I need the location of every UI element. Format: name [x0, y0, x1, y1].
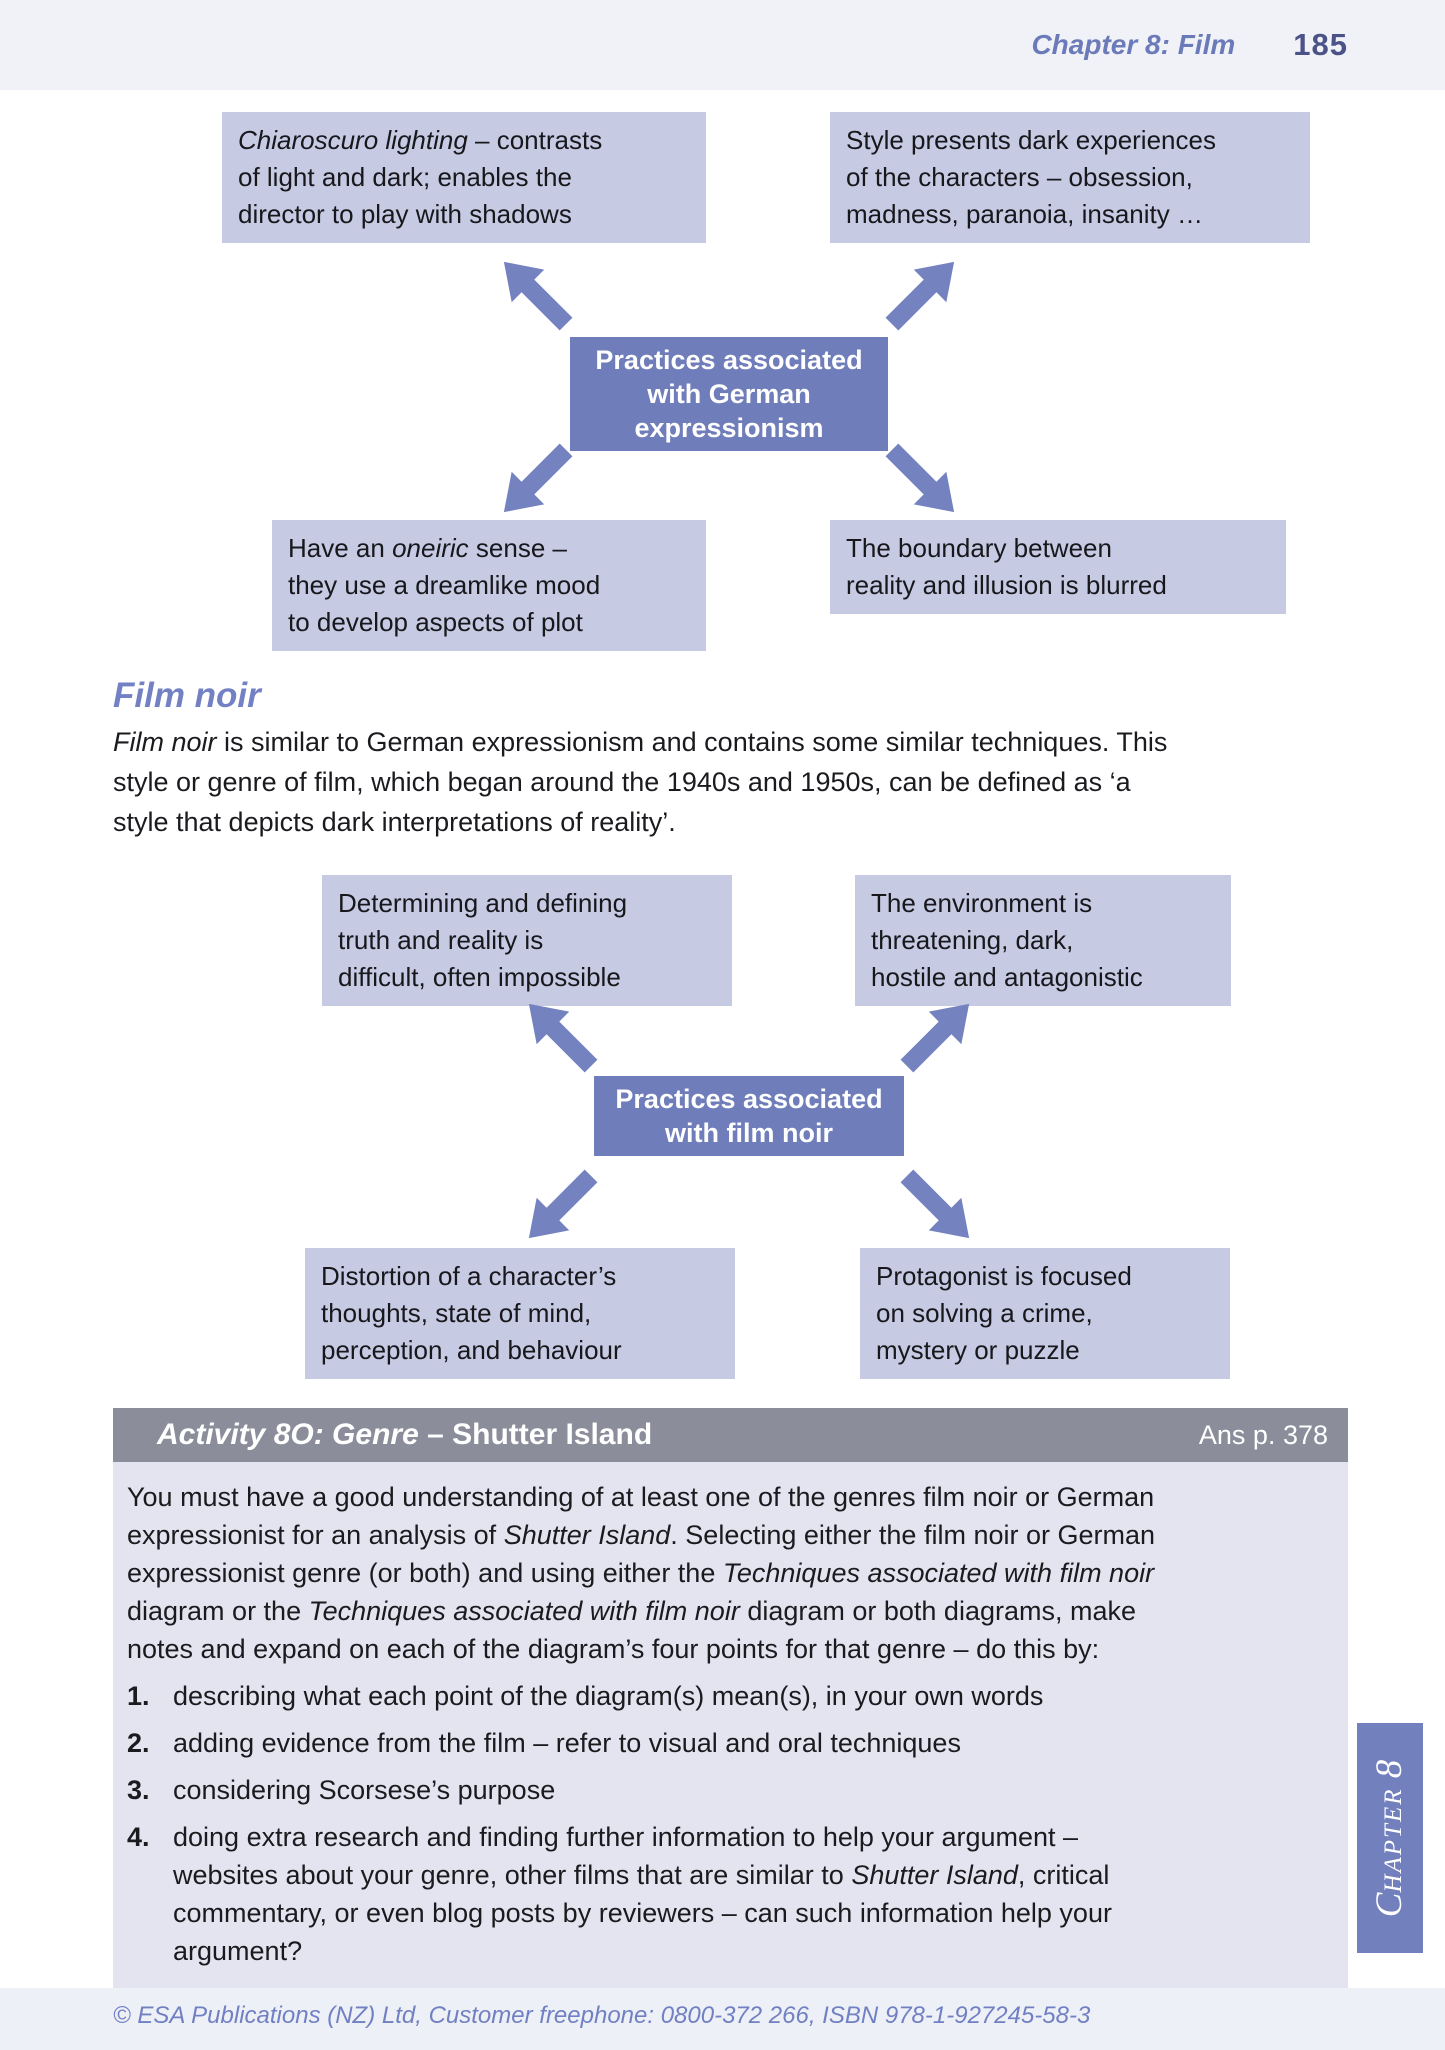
activity-item-1: [127, 1677, 1324, 1715]
page-header: [0, 0, 1348, 90]
item-text: considering Scorsese’s purpose: [173, 1775, 556, 1805]
diagram-box-dark-experiences: Style presents dark experiences of the characters – obsession, madness, paranoia, insanity …: [830, 112, 1310, 243]
arrow-down-left-icon: [488, 434, 583, 529]
diagram-box-oneiric: Have an oneiric sense – they use a dreamlike mood to develop aspects of plot: [272, 520, 706, 651]
activity-item-2: [127, 1724, 1324, 1762]
activity-body: [113, 1462, 1348, 1990]
chapter-heading: Chapter 8: Film: [1031, 29, 1236, 60]
film-noir-paragraph: Film noir is similar to German expressionism and contains some similar techniques. This style or genre of film, which began around the 1940s and 1950s, can be defined as ‘a style that depicts dark interpretations of reality’.: [113, 727, 1168, 837]
diagram-center-film-noir: Practices associated with film noir: [594, 1076, 904, 1156]
diagram-box-protagonist: Protagonist is focused on solving a crime, mystery or puzzle: [860, 1248, 1230, 1379]
item-text: describing what each point of the diagram(s) mean(s), in your own words: [173, 1681, 1044, 1711]
header-band: [0, 0, 1445, 90]
arrow-up-right-icon: [876, 246, 971, 341]
activity-box: [113, 1408, 1348, 2003]
arrow-up-left-icon: [488, 246, 583, 341]
activity-title: Activity 8O: Genre – Shutter Island: [157, 1418, 653, 1451]
diagram-box-environment: The environment is threatening, dark, hostile and antagonistic: [855, 875, 1231, 1006]
item-number: 1.: [127, 1681, 150, 1711]
film-noir-heading: Film noir: [113, 676, 261, 715]
activity-header: [113, 1408, 1348, 1462]
arrow-down-right-icon: [876, 434, 971, 529]
diagram-box-distortion: Distortion of a character’s thoughts, state of mind, perception, and behaviour: [305, 1248, 735, 1379]
diagram-center-german-expressionism: Practices associated with German expressionism: [570, 337, 888, 451]
activity-intro: You must have a good understanding of at least one of the genres film noir or German expressionist for an analysis of Shutter Island. Selecting either the film noir or German expressionist genre (or both) and using either the Techniques associated with film noir diagram or the Techniques associated with film noir diagram or both diagrams, make notes and expand on each of the diagram’s four points for that genre – do this by:: [127, 1482, 1156, 1664]
diagram-box-chiaroscuro: Chiaroscuro lighting – contrasts of light and dark; enables the director to play with shadows: [222, 112, 706, 243]
page-number: 185: [1293, 27, 1348, 62]
arrow-down-left-icon: [513, 1160, 608, 1255]
diagram-box-reality-illusion: The boundary between reality and illusion is blurred: [830, 520, 1286, 614]
item-number: 4.: [127, 1822, 150, 1852]
chapter-tab-label: CHAPTER 8: [1369, 1759, 1411, 1917]
item-text: adding evidence from the film – refer to visual and oral techniques: [173, 1728, 961, 1758]
arrow-down-right-icon: [891, 1160, 986, 1255]
activity-item-4: [127, 1818, 1324, 1970]
diagram-box-truth-reality: Determining and defining truth and reality is difficult, often impossible: [322, 875, 732, 1006]
activity-answer-ref: Ans p. 378: [1198, 1419, 1328, 1450]
item-number: 3.: [127, 1775, 150, 1805]
item-text: doing extra research and finding further information to help your argument – websites about your genre, other films that are similar to Shutter Island, critical commentary, or even blog posts by reviewers – can such information help your argument?: [173, 1822, 1112, 1966]
activity-list: [127, 1677, 1324, 1970]
chapter-tab: [1357, 1723, 1423, 1953]
item-number: 2.: [127, 1728, 150, 1758]
footer-text: © ESA Publications (NZ) Ltd, Customer freephone: 0800-372 266, ISBN 978-1-927245-58-3: [113, 2002, 1091, 2029]
activity-item-3: [127, 1771, 1324, 1809]
